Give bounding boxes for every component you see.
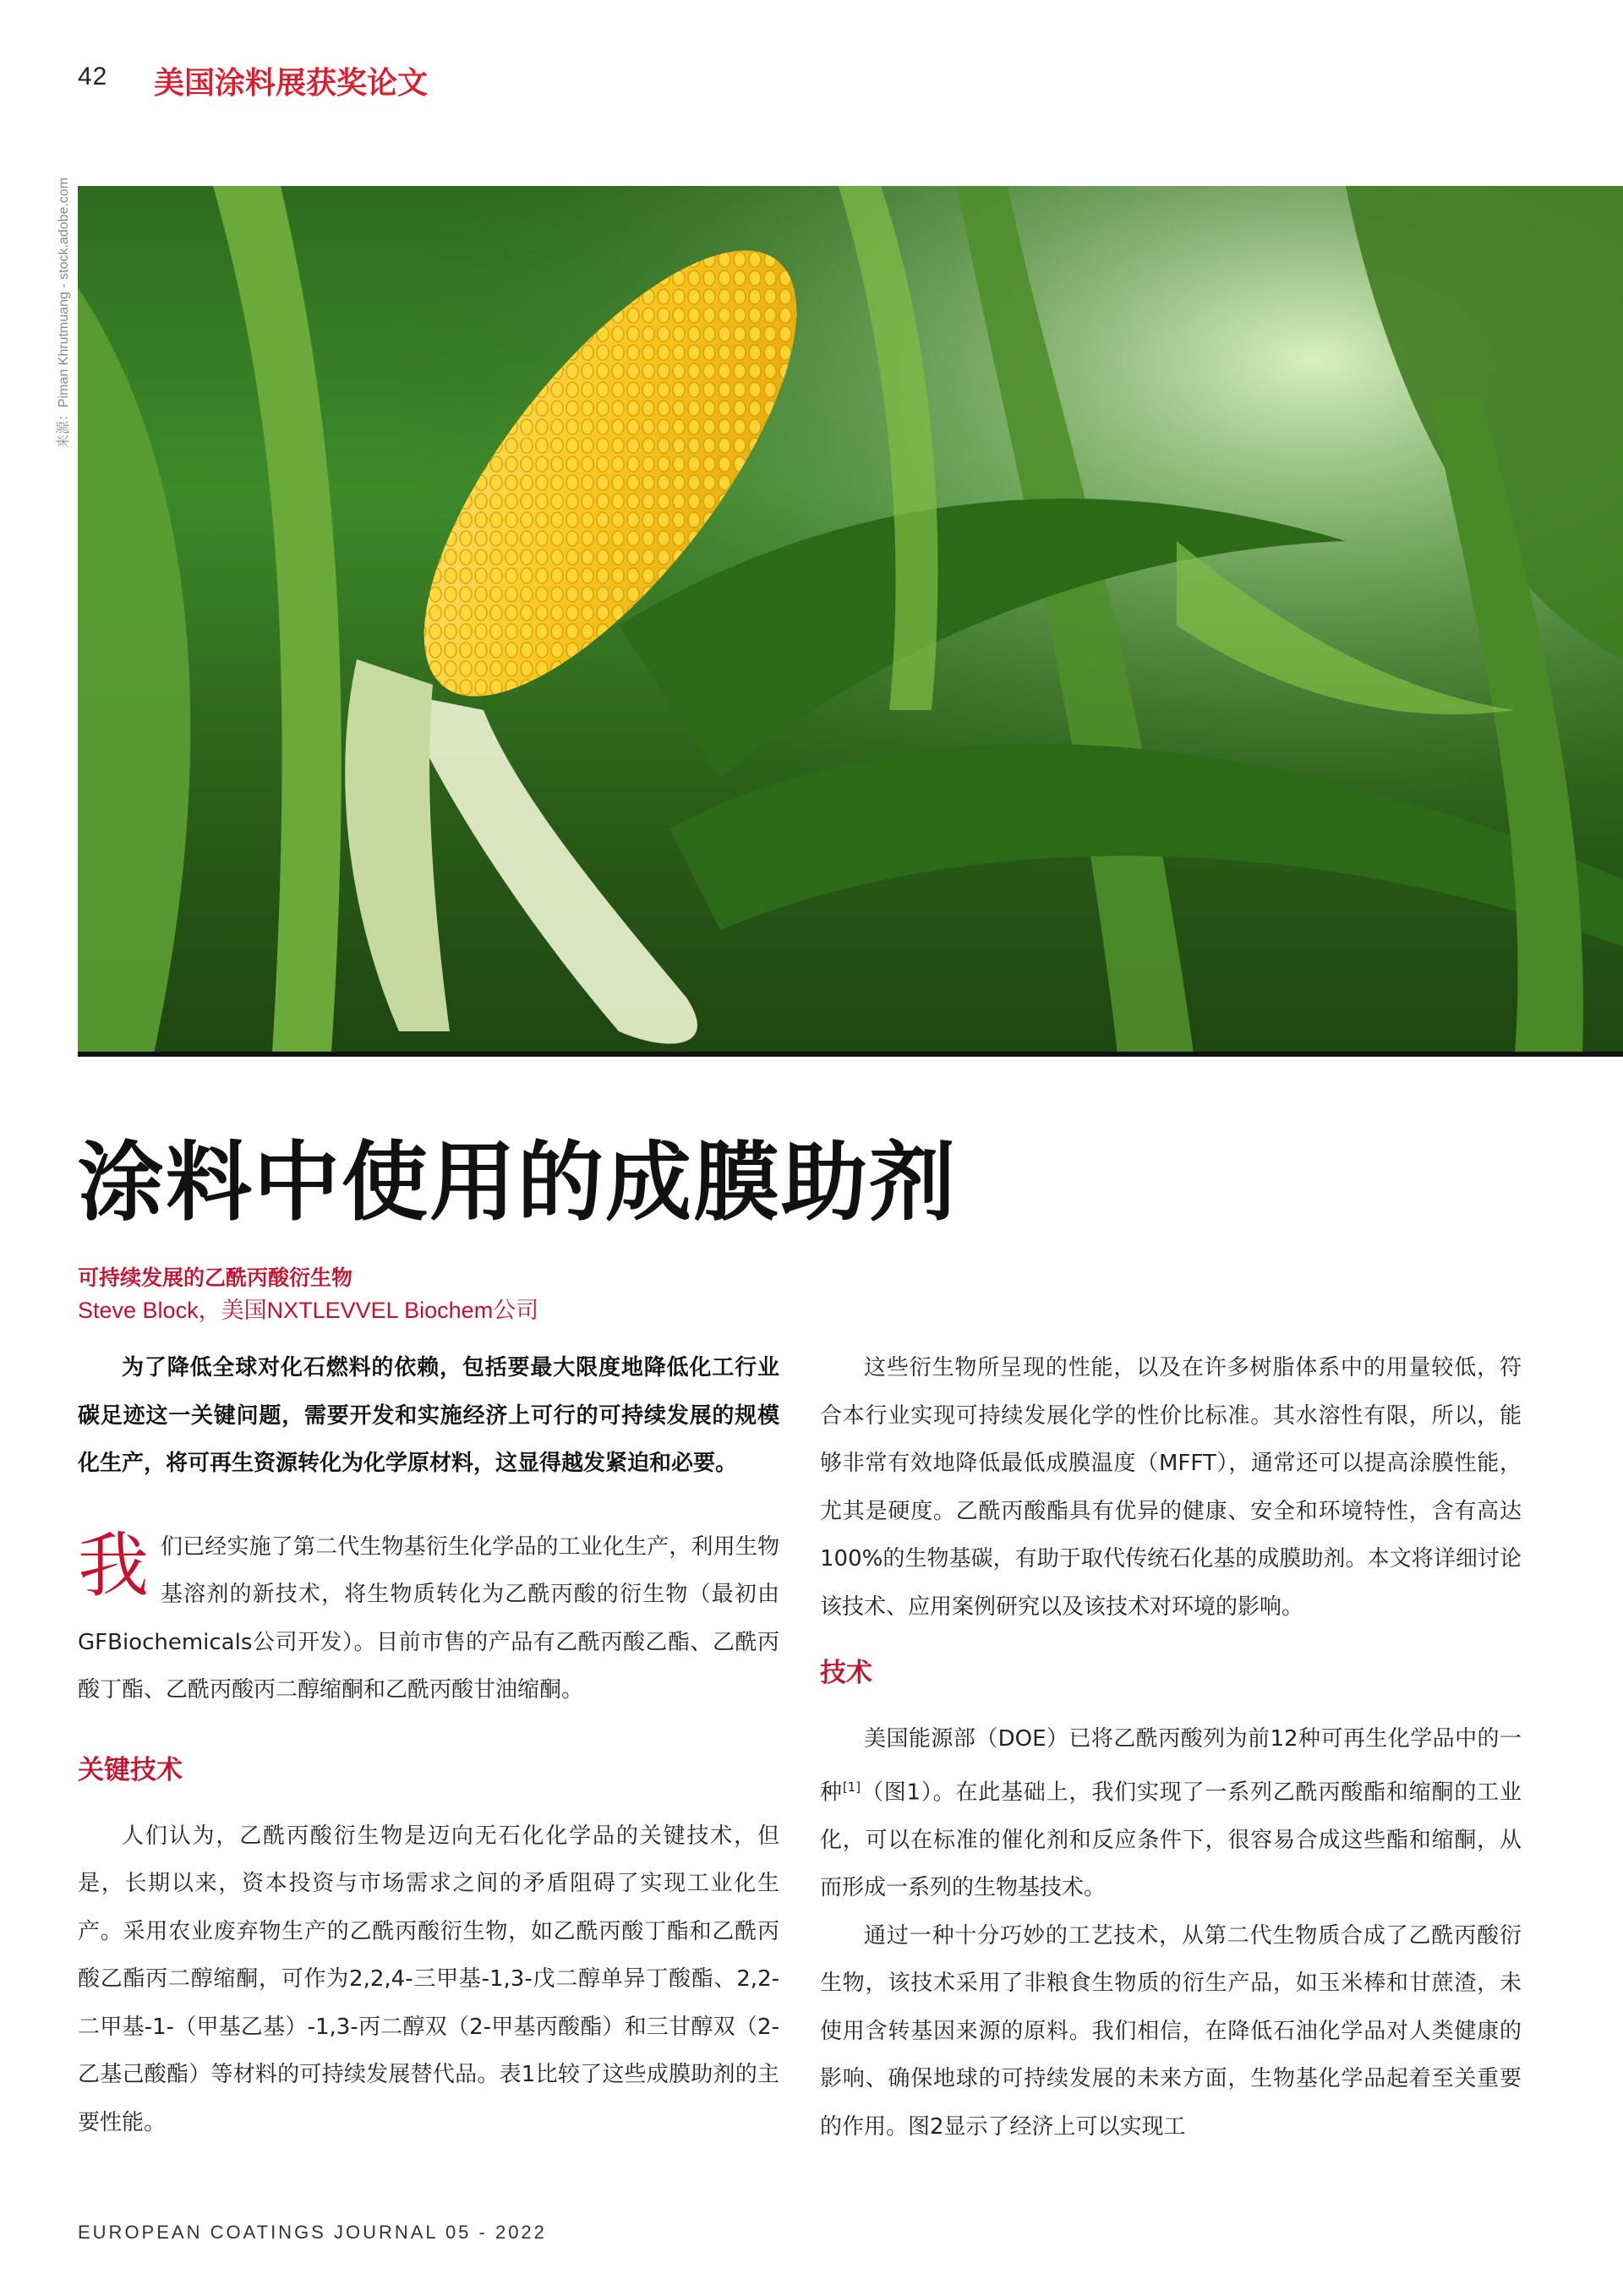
- intro-paragraph: [78, 1523, 779, 1714]
- right-paragraph-1: 这些衍生物所呈现的性能，以及在许多树脂体系中的用量较低，符合本行业实现可持续发展化学的性价比标准。其水溶性有限，所以，能够非常有效地降低最低成膜温度（MFFT），通常还可以提高涂膜性能，尤其是硬度。乙酰丙酸酯具有优异的健康、安全和环境特性，含有高达100%的生物基碳，有助于取代传统石化基的成膜助剂。本文将详细讨论该技术、应用案例研究以及该技术对环境的影响。: [820, 1355, 1522, 1620]
- heading-technology: 技术: [820, 1658, 872, 1688]
- page-number: 42: [78, 63, 108, 90]
- intro-text: 们已经实施了第二代生物基衍生化学品的工业化生产，利用生物基溶剂的新技术，将生物质转化为乙酰丙酸的衍生物（最初由GFBiochemicals公司开发）。目前市售的产品有乙酰丙酸乙酯、乙酰丙酸丁酯、乙酰丙酸丙二醇缩酮和乙酰丙酸甘油缩酮。: [78, 1533, 779, 1703]
- section-header: 美国涂料展获奖论文: [154, 66, 429, 101]
- tech-text-a: 美国能源部（DOE）已将乙酰丙酸列为前12种可再生化学品中的一种: [820, 1726, 1522, 1806]
- key-tech-paragraph: 人们认为，乙酰丙酸衍生物是迈向无石化化学品的关键技术，但是，长期以来，资本投资与市场需求之间的矛盾阻碍了实现工业化生产。采用农业废弃物生产的乙酰丙酸衍生物，如乙酰丙酸丁酯和乙酰丙酸乙酯丙二醇缩酮，可作为2,2,4-三甲基-1,3-戊二醇单异丁酸酯、2,2-二甲基-1-（甲基乙基）-1,3-丙二醇双（2-甲基丙酸酯）和三甘醇双（2-乙基己酸酯）等材料的可持续发展替代品。表1比较了这些成膜助剂的主要性能。: [78, 1823, 779, 2135]
- photo-credit: 来源：Piman Khrutmuang - stock.adobe.com: [57, 177, 71, 448]
- article-title: 涂料中使用的成膜助剂: [78, 1133, 957, 1233]
- left-column: [78, 1344, 779, 2146]
- article-subtitle: 可持续发展的乙酰丙酸衍生物: [78, 1266, 353, 1290]
- tech-text-b: （图1）。在此基础上，我们实现了一系列乙酰丙酸酯和缩酮的工业化，可以在标准的催化剂和反应条件下，很容易合成这些酯和缩酮，从而形成一系列的生物基技术。: [820, 1779, 1522, 1901]
- heading-key-technology: 关键技术: [78, 1754, 183, 1785]
- lead-paragraph: 为了降低全球对化石燃料的依赖，包括要最大限度地降低化工行业碳足迹这一关键问题，需要开发和实施经济上可行的可持续发展的规模化生产，将可再生资源转化为化学原材料，这显得越发紧迫和必要。: [78, 1355, 779, 1476]
- article-author: Steve Block，美国NXTLEVVEL Biochem公司: [78, 1298, 539, 1323]
- journal-footer: EUROPEAN COATINGS JOURNAL 05 - 2022: [78, 2222, 547, 2243]
- tech-paragraph-2: 通过一种十分巧妙的工艺技术，从第二代生物质合成了乙酰丙酸衍生物，该技术采用了非粮食生物质的衍生产品，如玉米棒和甘蔗渣，未使用含转基因来源的原料。我们相信，在降低石油化学品对人类健康的影响、确保地球的可持续发展的未来方面，生物基化学品起着至关重要的作用。图2显示了经济上可以实现工: [820, 1922, 1522, 2140]
- hero-image-corn: [78, 186, 1623, 1053]
- tech-paragraph-1: [820, 1715, 1522, 1912]
- right-column: [820, 1344, 1522, 2151]
- reference-marker: [1]: [842, 1779, 861, 1795]
- hero-divider: [78, 1052, 1623, 1057]
- corn-illustration: [78, 186, 1623, 1053]
- drop-cap: 我: [78, 1523, 150, 1607]
